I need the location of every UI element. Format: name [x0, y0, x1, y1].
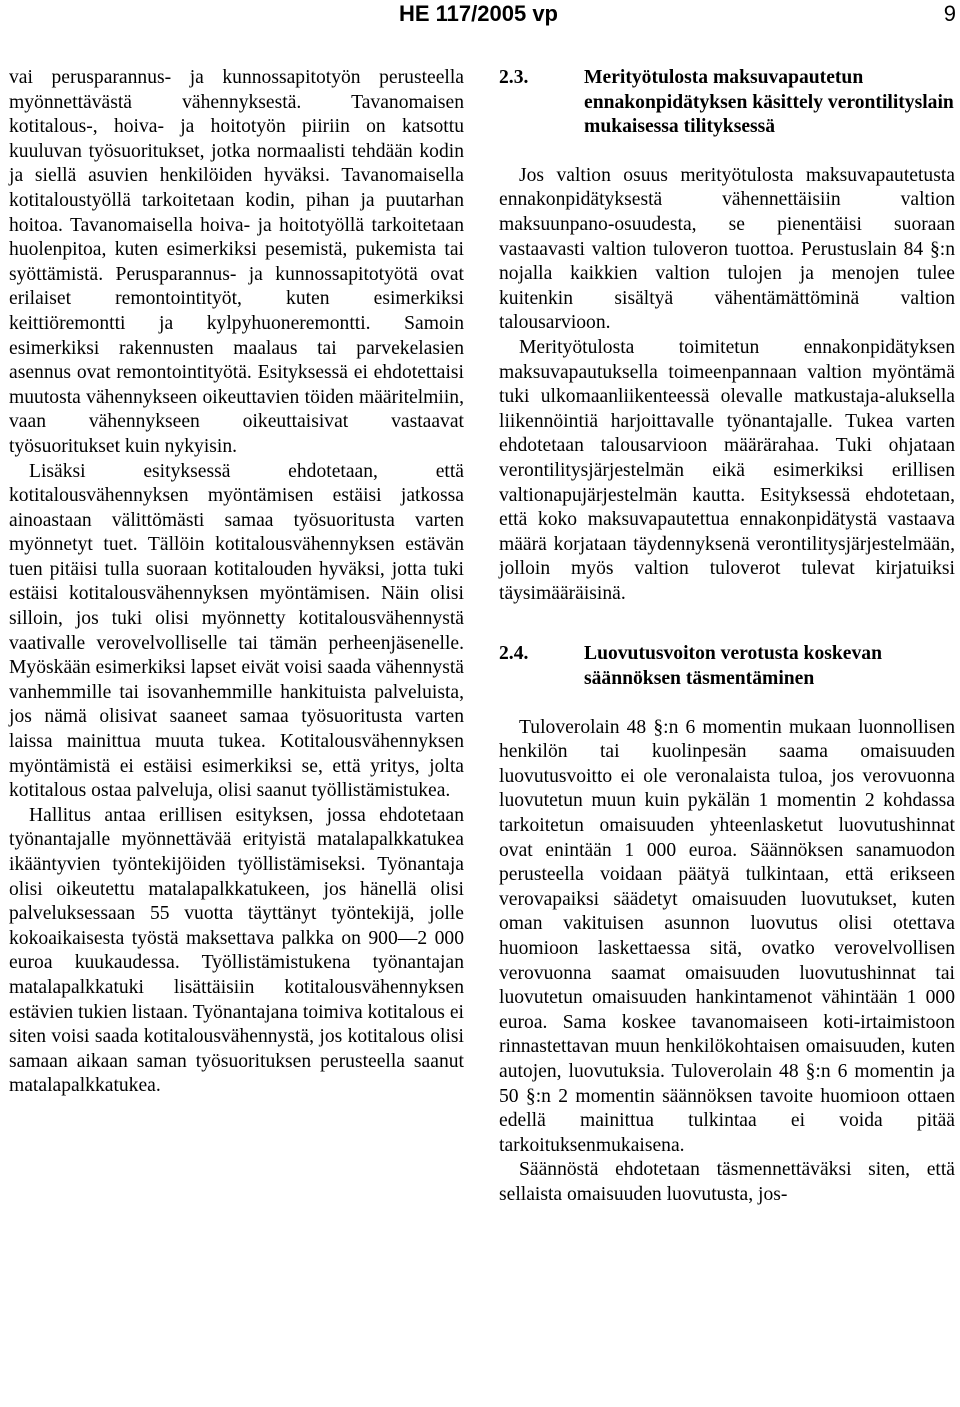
section-heading: [499, 642, 955, 691]
paragraph: vai perusparannus- ja kunnossapitotyön perusteella myönnettävästä vähennyksestä. Tavanomaisen kotitalous-, hoiva- ja hoitotyön piiriin on katsottu kuuluvan työsuoritukset, jotka normaalisti tehdään kodin ja siellä asuvien henkilöiden hyväksi. Tavanomaisella kotitaloustyöllä tarkoitetaan kodin, pihan ja puutarhan hoitoa. Tavanomaisella hoiva- ja hoitotyöllä tarkoitetaan huolenpitoa, kuten esimerkiksi pesemistä, pukemista tai syöttämistä. Perusparannus- ja kunnossapitotyötä ovat erilaiset remontointityöt, kuten esimerkiksi keittiöremontti ja kylpyhuoneremontti. Samoin esimerkiksi rakennusten maalaus tai parvekelasien asennus ovat remontointityötä. Esityksessä ei ehdotettaisi muutosta vähennykseen oikeuttavien töiden määritelmiin, vaan vähennykseen oikeuttaisivat vastaavat työsuoritukset kuin nykyisin.: [9, 67, 464, 457]
section-title: Merityötulosta maksuvapautetun ennakonpidätyksen käsittely verontilityslain mukaisessa tilityksessä: [584, 67, 954, 138]
section-title: Luovutusvoiton verotusta koskevan säännöksen täsmentäminen: [584, 643, 882, 690]
section-number: 2.3.: [499, 67, 529, 88]
section-heading: [499, 66, 955, 140]
page-number: 9: [943, 1, 956, 26]
left-column: [9, 66, 464, 1099]
paragraph: Tuloverolain 48 §:n 6 momentin mukaan luonnollisen henkilön tai kuolinpesän saama omaisuuden luovutusvoitto ei ole veronalaista tuloa, jos verovuonna luovutetun muun kuin pykälän 1 momentin 2 kohdassa tarkoitetun omaisuuden yhteenlasketut luovutushinnat ovat enintään 1 000 euroa. Säännöksen sanamuodon perusteella voidaan päätyä tulkintaan, että erikseen verovapaiksi säädetyt omaisuuden luovutukset, kuten oman vakituisen asunnon luovutus olisi otettava huomioon laskettaessa sitä, ovatko verovelvollisen verovuonna saamat omaisuuden luovutushinnat tai luovutetun omaisuuden hankintamenot vähintään 1 000 euroa. Sama koskee tavanomaiseen koti-irtaimistoon rinnastettavan muun henkilökohtaisen omaisuuden, kuten autojen, luovutuksia. Tuloverolain 48 §:n 6 momentin ja 50 §:n 2 momentin säännöksen tavoite huomioon ottaen edellä mainittua tulkintaa ei voida pitää tarkoituksenmukaisena.: [499, 716, 955, 1156]
paragraph: Jos valtion osuus merityötulosta maksuvapautetusta ennakonpidätyksestä vähennettäisiin valtion maksuunpano-osuudesta, se pienentäisi suoraan vastaavasti valtion tuloveron tuottoa. Perustuslain 84 §:n nojalla kaikkien valtion tulojen ja menojen tulee kuitenkin sisältyä vähentämättöminä valtion talousarvioon.: [499, 164, 955, 334]
document-id: HE 117/2005 vp: [398, 1, 558, 26]
paragraph: Hallitus antaa erillisen esityksen, jossa ehdotetaan työnantajalle myönnettävää erityistä matalapalkkatukea ikääntyvien työntekijöiden työllistämiseksi. Työnantaja olisi oikeutettu matalapalkkatukeen, jos hänellä olisi palveluksessaan 55 vuotta täyttänyt työntekijä, jolle kokoaikaisesta työstä maksettava palkka on 900—2 000 euroa kuukaudessa. Työllistämistukena työnantajan matalapalkkatuki lisättäisiin kotitalousvähennyksen estävien tukien listaan. Työnantajana toimiva kotitalous ei siten voisi saada kotitalousvähennystä, jos kotitalous olisi samaan aikaan saman työsuorituksen perusteella saanut matalapalkkatukea.: [9, 804, 464, 1097]
paragraph: Merityötulosta toimitetun ennakonpidätyksen maksuvapautuksella toimeenpannaan valtion myöntämä tuki ulkomaanliikenteessä olevalle matkustaja-aluksella liikennöintiä harjoittavalle työnantajalle. Tukea varten ehdotetaan talousarvioon määrärahaa. Tuki ohjataan verontilitysjärjestelmän eikä esimerkiksi erillisen valtionapujärjestelmän kautta. Esityksessä ehdotetaan, että koko maksuvapautettua ennakonpidätystä vastaava määrä korjataan täydennyksenä verontilitysjärjestelmään, jolloin myös valtion tuloverot tulevat kirjatuiksi täysimääräisinä.: [499, 336, 955, 604]
right-column: [499, 66, 955, 1208]
section-number: 2.4.: [499, 643, 529, 665]
paragraph: Lisäksi esityksessä ehdotetaan, että kotitalousvähennyksen myöntämisen estäisi jatkossa ainoastaan välittömästi samaa työsuoritusta varten myönnetyt tuet. Tällöin kotitalousvähennyksen estävän tuen pitäisi tulla suoraan kotitalouden hyväksi, jotta tuki estäisi kotitalousvähennyksen myöntämisen. Näin olisi silloin, jos tuki olisi myönnetty kotitalousvähennystä vaativalle verovelvolliselle tai tämän perheenjäsenelle. Myöskään esimerkiksi lapset eivät voisi saada vähennystä vanhemmille tai isovanhemmille hankituista palveluista, jos nämä olisivat saaneet samaa työsuoritusta varten laissa mainittua muuta tukea. Kotitalousvähennyksen myöntämistä ei estäisi esimerkiksi se, että yritys, jolta kotitalous ostaa palveluja, olisi saanut työllistämistukea.: [9, 460, 464, 802]
page-header: [0, 0, 960, 30]
paragraph: Säännöstä ehdotetaan täsmennettäväksi siten, että sellaista omaisuuden luovutusta, jos-: [499, 1159, 955, 1205]
